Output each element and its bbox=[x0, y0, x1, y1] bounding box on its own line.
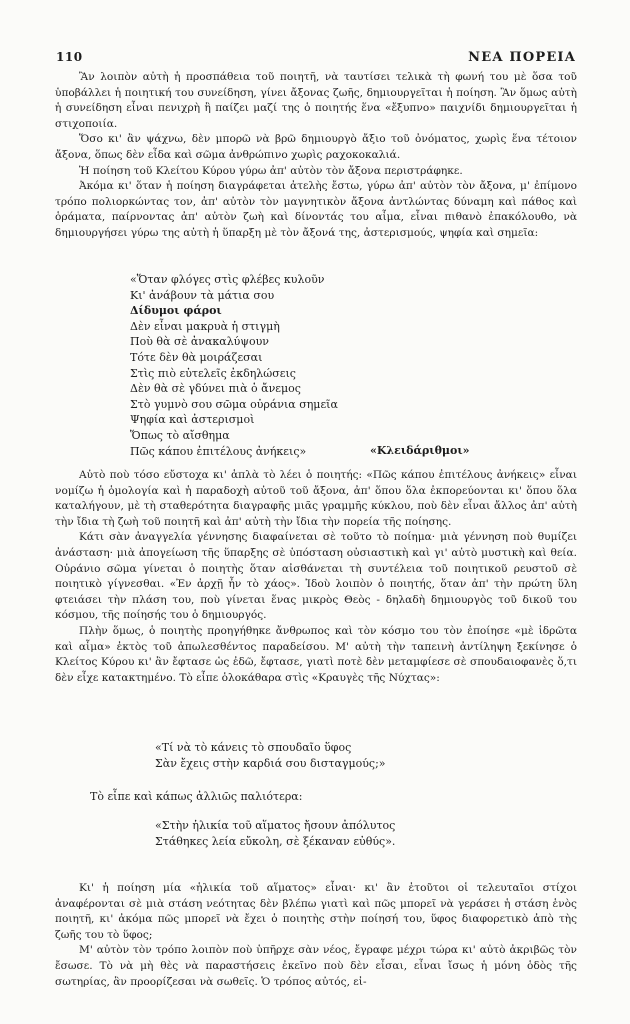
poem-line: «Ὅταν φλόγες στὶς φλέβες κυλοῦν bbox=[130, 273, 325, 286]
poem-line: Στάθηκες λεία εὔκολη, σὲ ξέκαναν εὐθύς». bbox=[155, 834, 396, 848]
poem-line: Ποὺ θὰ σὲ ἀνακαλύψουν bbox=[130, 335, 269, 349]
poem-line: «Στὴν ἡλικία τοῦ αἵματος ἤσουν ἀπόλυτος bbox=[155, 819, 396, 832]
paragraph: Ὅσο κι' ἂν ψάχνω, δὲν μπορῶ νὰ βρῶ δημιουργὸ ἄξιο τοῦ ὀνόματος, χωρὶς ἕνα τέτοιον ἄξονα, ὅπως δὲν εἶδα καὶ σῶμα ἀνθρώπινο χωρὶς ραχοκοκαλιά. bbox=[55, 133, 577, 161]
poem-line: Δίδυμοι φάροι bbox=[130, 304, 222, 318]
paragraph: Μ' αὐτὸν τὸν τρόπο λοιπὸν ποὺ ὑπῆρχε σὰν νέος, ἔγραφε μέχρι τώρα κι' αὐτὸ ἀκριβῶς τὸν ἔσωσε. Τὸ νὰ μὴ θὲς νὰ παραστήσεις ἐκεῖνο ποὺ δὲν εἶσαι, εἶναι ἴσως ἡ μόνη ὁδὸς τῆς σωτηρίας, ἂν προορίζεσαι νὰ σωθεῖς. Ὁ τρόπος αὐτός, εἰ- bbox=[55, 944, 577, 988]
page-header bbox=[56, 50, 576, 66]
poem-line: Ὅπως τὸ αἴσθημα bbox=[130, 428, 230, 442]
poem-line: Σὰν ἔχεις στὴν καρδιά σου δισταγμούς;» bbox=[155, 756, 386, 770]
poem-line: Ψηφία καὶ ἀστερισμοὶ bbox=[130, 413, 255, 427]
paragraph: Κι' ἡ ποίηση μία «ἡλικία τοῦ αἵματος» εἶναι· κι' ἂν ἐτοῦτοι οἱ τελευταῖοι στίχοι ἀναφέρονται σὲ μιὰ στάση νεότητας δὲν βλέπω γιατὶ καὶ πῶς μπορεῖ νὰ γεράσει ἡ στάση ἑνὸς ποιητῆ, κι' ἀκόμα πῶς μπορεῖ νὰ ἔχει ὁ ποιητὴς στὴν ποίησή του, ὕφος διαφορετικὸ ἀπὸ τὴς ζωῆς του τὸ ὕφος; bbox=[55, 882, 577, 941]
poem-line: Δὲν εἶναι μακρυὰ ἡ στιγμὴ bbox=[130, 319, 280, 333]
running-title: ΝΕΑ ΠΟΡΕΙΑ bbox=[468, 50, 576, 65]
poem-line: Κι' ἀνάβουν τὰ μάτια σου bbox=[130, 288, 275, 302]
paragraph: Πλὴν ὅμως, ὁ ποιητὴς προηγήθηκε ἄνθρωπος καὶ τὸν κόσμο του τὸν ἐποίησε «μὲ ἱδρῶτα καὶ αἷμα» ἐκτὸς τοῦ ἀπωλεσθέντος παραδείσου. Μ' αὐτὴ τὴν ταπεινὴ ἀντίληψη ξεκίνησε ὁ Κλείτος Κύρου κι' ἂν ἔφτασε ὡς ἐδῶ, ἔφτασε, γιατὶ ποτὲ δὲν μεταμφίεσε σὲ σπουδαιοφανὲς ὅ,τι δὲν εἶχε κατακτημένο. Τὸ εἶπε ὁλοκάθαρα στὶς «Κραυγὲς τῆς Νύχτας»: bbox=[55, 624, 577, 684]
poem-line: Πῶς κάπου ἐπιτέλους ἀνήκεις» bbox=[130, 444, 307, 458]
poem-line: Τότε δὲν θὰ μοιράζεσαι bbox=[130, 350, 263, 364]
poem-excerpt-older bbox=[155, 818, 485, 849]
middle-paragraphs bbox=[55, 468, 577, 686]
poem-excerpt-kravges bbox=[155, 740, 485, 771]
poem-excerpt-klidarithmoi bbox=[130, 272, 460, 459]
poem-line: Στὶς πιὸ εὐτελεῖς ἐκδηλώσεις bbox=[130, 366, 296, 380]
closing-paragraphs bbox=[55, 881, 577, 990]
paragraph: Κάτι σὰν ἀναγγελία γέννησης διαφαίνεται σὲ τοῦτο τὸ ποίημα· μιὰ γέννηση ποὺ θυμίζει ἀνάσταση· μιὰ ἀπογείωση τῆς ὕπαρξης σὲ ὑπόσταση οὐσιαστικὴ καὶ γι' αὐτὸ μυστικὴ καὶ θεία. Οὐράνιο σῶμα γίνεται ὁ ποιητὴς ὅταν αἰσθάνεται τὴ συντέλεια τοῦ ποιητικοῦ ρευστοῦ σὲ ποιητικὸ γίγνεσθαι. «Ἐν ἀρχῇ ἦν τὸ χάος». Ἰδοὺ λοιπὸν ὁ ποιητής, ὅταν ἀπ' τὴν πρώτη ὕλη φτειάσει τὴν πλάση του, ποὺ γίνεται ἕνας μικρὸς Θεὸς - δηλαδὴ δημιουργὸς τοῦ δικοῦ του κόσμου, τῆς ποίησής του ὁ δημιουργός. bbox=[55, 531, 577, 622]
intro-line: Τὸ εἶπε καὶ κάπως ἀλλιῶς παλιότερα: bbox=[90, 790, 303, 803]
paragraph: Αὐτὸ ποὺ τόσο εὔστοχα κι' ἁπλὰ τὸ λέει ὁ ποιητής: «Πῶς κάπου ἐπιτέλους ἀνήκεις» εἶναι νομίζω ἡ ὁμολογία καὶ ἡ παραδοχὴ αὐτοῦ τοῦ ἄξονα, ἀπ' ὅπου ὅλα ἐκπορεύονται κι' ὅπου ὅλα καταλήγουν, μὲ τὴ σταθερότητα διαγραφῆς μιᾶς γραμμῆς κύκλου, ποὺ δὲν εἶναι ἄλλος ἀπ' αὐτὴ τὴν ἴδια τὴ ζωὴ τοῦ ποιητῆ καὶ ἀπ' αὐτὴ τὴν ἴδια τὴν πορεία τῆς ποίησης. bbox=[55, 469, 577, 528]
page-number: 110 bbox=[56, 50, 83, 64]
poem-line: Στὸ γυμνὸ σου σῶμα οὐράνια σημεῖα bbox=[130, 397, 338, 411]
paragraph: Ἀκόμα κι' ὅταν ἡ ποίηση διαγράφεται ἀτελὴς ἔστω, γύρω ἀπ' αὐτὸν τὸν ἄξονα, μ' ἐπίμονο τρόπο πολιορκώντας τον, ἀπ' αὐτὸν τὸν μαγνητικὸν ἄξονα ἀντλώντας δύναμη καὶ πάθος καὶ ὁράματα, παίρνοντας ἀπ' αὐτὸν ζωὴ καὶ δίνοντάς του αἷμα, εἶναι πιθανὸ ἐπακόλουθο, νὰ δημιουργήσει γύρω της αὐτὴ ἡ ὕπαρξη μὲ τὸν ἄξονά της, ἀστερισμούς, ψηφία καὶ σημεῖα: bbox=[55, 180, 577, 239]
poem-line: «Τί νὰ τὸ κάνεις τὸ σπουδαῖο ὕφος bbox=[155, 741, 352, 754]
paragraph: Ἂν λοιπὸν αὐτὴ ἡ προσπάθεια τοῦ ποιητῆ, νὰ ταυτίσει τελικὰ τὴ φωνή του μὲ ὅσα τοῦ ὑποβάλλει ἡ ποιητική του συνείδηση, γίνει ἄξονας ζωῆς, δημιουργεῖται ἡ ποίηση. Ἂν ὅμως αὐτὴ ἡ συνείδηση εἶναι πενιχρὴ ἢ παίζει μαζί της ὁ ποιητής ἕνα «ἔξυπνο» παιχνίδι δημιουργεῖται ἡ στιχοποιία. bbox=[55, 71, 577, 130]
poem-line: Δὲν θὰ σὲ γδύνει πιὰ ὁ ἄνεμος bbox=[130, 382, 301, 396]
paragraph: Ἡ ποίηση τοῦ Κλείτου Κύρου γύρω ἀπ' αὐτὸν τὸν ἄξονα περιστράφηκε. bbox=[79, 164, 463, 177]
opening-paragraphs bbox=[55, 70, 577, 242]
poem-source-title: «Κλειδάριθμοι» bbox=[370, 444, 470, 457]
